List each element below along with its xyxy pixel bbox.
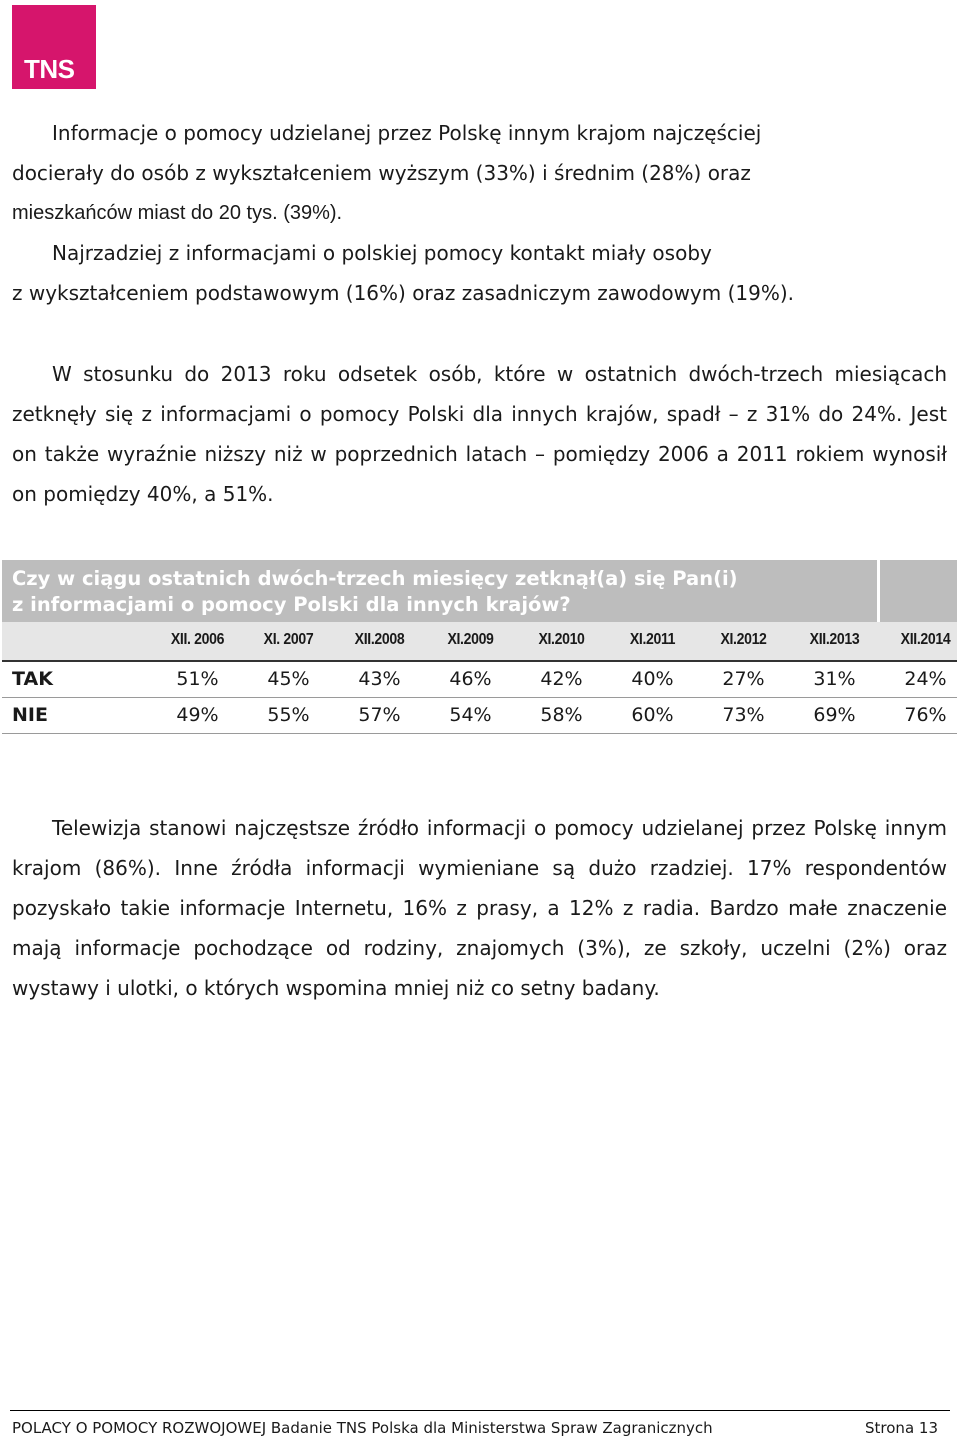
paragraph-education [12,113,947,313]
table-cell: 49% [176,704,219,726]
table-cell: 76% [904,704,947,726]
table-cell: 27% [722,668,765,690]
paragraph-line: z wykształceniem podstawowym (16%) oraz zasadniczym zawodowym (19%). [12,281,795,305]
table-cell: 24% [904,668,947,690]
logo-text: TNS [24,54,75,84]
paragraph-line: Informacje o pomocy udzielanej przez Polskę innym krajom najczęściej [52,121,762,145]
table-cell: 43% [358,668,401,690]
footer-title: POLACY O POMOCY ROZWOJOWEJ Badanie TNS Polska dla Ministerstwa Spraw Zagranicznych [12,1419,713,1437]
table-cell: 40% [631,668,674,690]
table-cell: 55% [267,704,310,726]
year-header-cell: XI.2009 [447,631,494,648]
table-question: Czy w ciągu ostatnich dwóch-trzech miesięcy zetknął(a) się Pan(i) z informacjami o pomocy Polski dla innych krajów? [12,567,738,616]
paragraph-line: mieszkańców miast do 20 tys. (39%). [12,202,343,224]
paragraph-sources: Telewizja stanowi najczęstsze źródło informacji o pomocy udzielanej przez Polskę innym krajom (86%). Inne źródła informacji wymieniane są dużo rzadziej. 17% respondentów pozyskało takie informacje Internetu, 16% z prasy, a 12% z radia. Bardzo małe znaczenie mają informacje pochodzące od rodziny, znajomych (3%), ze szkoły, uczelni (2%) oraz wystawy i ulotki, o których wspomina mniej niż co setny badany. [12,816,947,1000]
table-rule [2,733,957,734]
table-cell: 58% [540,704,583,726]
year-header-cell: XI.2010 [538,631,585,648]
table-year-header [2,622,957,660]
page-number: Strona 13 [865,1419,938,1437]
year-header-cell: XII.2008 [354,631,405,648]
year-header-cell: XI. 2007 [263,631,314,648]
paragraph-line: docierały do osób z wykształceniem wyższym (33%) i średnim (28%) oraz [12,161,751,185]
table-row-tak [2,662,957,698]
row-label: NIE [12,704,48,726]
table-cell: 57% [358,704,401,726]
table-cell: 54% [449,704,492,726]
table-cell: 51% [176,668,219,690]
year-header-cell: XI.2012 [720,631,767,648]
header-divider [877,560,880,622]
table-cell: 60% [631,704,674,726]
table-row-nie [2,698,957,734]
table-cell: 69% [813,704,856,726]
table-cell: 45% [267,668,310,690]
table-cell: 42% [540,668,583,690]
year-header-cell: XI.2011 [629,631,676,648]
year-header-cell: XII.2014 [900,631,951,648]
table-question-header [2,560,957,622]
row-label: TAK [12,668,53,690]
table-cell: 73% [722,704,765,726]
year-header-cell: XII.2013 [809,631,860,648]
tns-logo [12,5,96,89]
paragraph-trend: W stosunku do 2013 roku odsetek osób, które w ostatnich dwóch-trzech miesiącach zetknęły się z informacjami o pomocy Polski dla innych krajów, spadł – z 31% do 24%. Jest on także wyraźnie niższy niż w poprzednich latach – pomiędzy 2006 a 2011 rokiem wynosił on pomiędzy 40%, a 51%. [12,362,947,506]
table-cell: 46% [449,668,492,690]
footer-rule [10,1410,950,1411]
table-cell: 31% [813,668,856,690]
paragraph-line: Najrzadziej z informacjami o polskiej pomocy kontakt miały osoby [52,241,712,265]
year-header-cell: XII. 2006 [170,631,225,648]
